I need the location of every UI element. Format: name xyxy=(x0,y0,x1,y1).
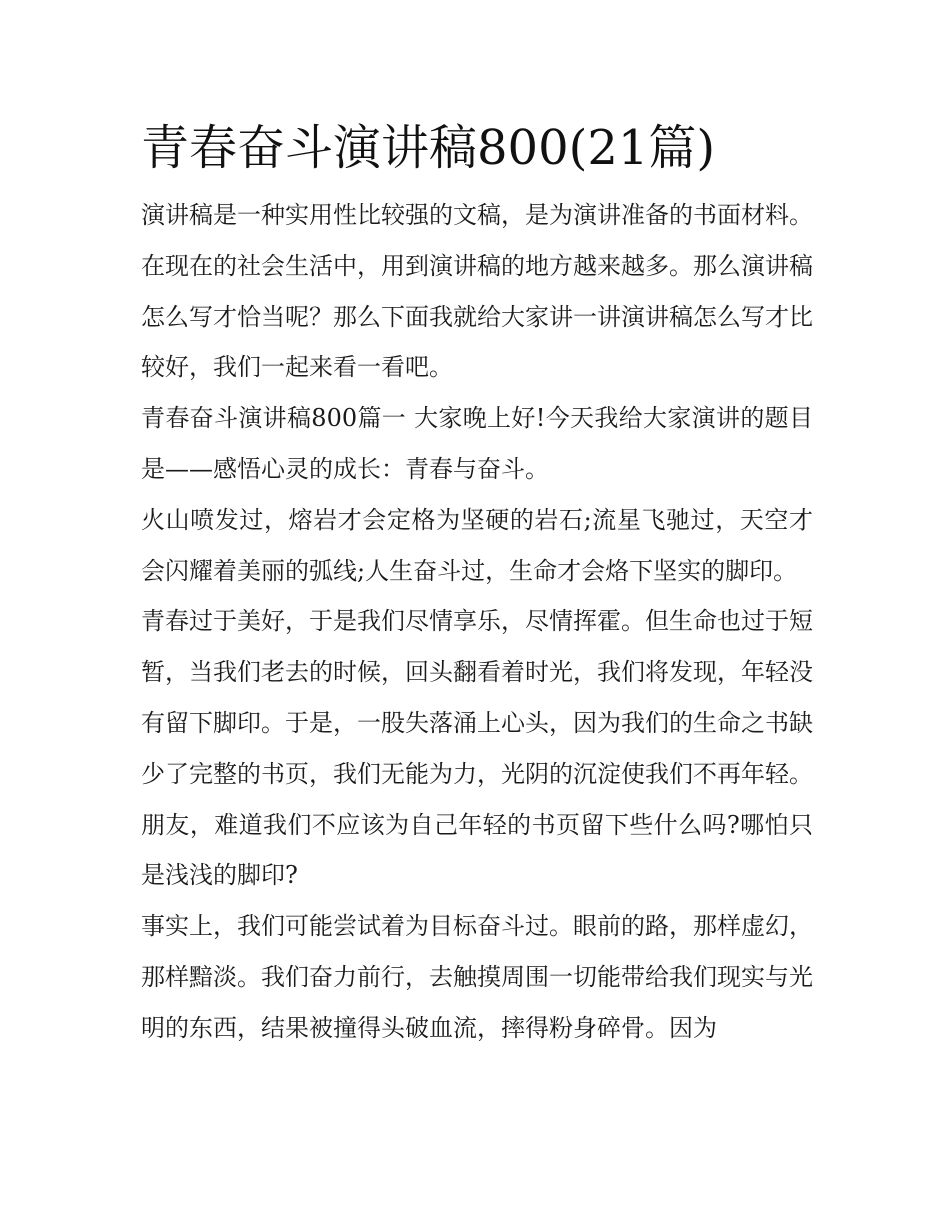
document-title: 青春奋斗演讲稿800(21篇) xyxy=(141,120,716,176)
paragraph-struggle: 事实上，我们可能尝试着为目标奋斗过。眼前的路，那样虚幻，那样黯淡。我们奋力前行，去触摸周围一切能带给我们现实与光明的东西，结果被撞得头破血流，摔得粉身碎骨。因为 xyxy=(141,912,813,1042)
paragraph-volcano: 火山喷发过，熔岩才会定格为坚硬的岩石;流星飞驰过，天空才会闪耀着美丽的弧线;人生奋斗过，生命才会烙下坚实的脚印。 xyxy=(141,505,813,585)
paragraph-intro: 演讲稿是一种实用性比较强的文稿，是为演讲准备的书面材料。在现在的社会生活中，用到演讲稿的地方越来越多。那么演讲稿怎么写才恰当呢？那么下面我就给大家讲一讲演讲稿怎么写才比较好，我们一起来看一看吧。 xyxy=(141,201,813,382)
paragraph-youth: 青春过于美好，于是我们尽情享乐，尽情挥霍。但生命也过于短暂，当我们老去的时候，回头翻看着时光，我们将发现，年轻没有留下脚印。于是，一股失落涌上心头，因为我们的生命之书缺少了完整的书页，我们无能为力，光阴的沉淀使我们不再年轻。朋友，难道我们不应该为自己年轻的书页留下些什么吗?哪怕只是浅浅的脚印? xyxy=(141,607,813,890)
document-body xyxy=(141,116,813,1054)
paragraph-speech-opening: 青春奋斗演讲稿800篇一 大家晚上好!今天我给大家演讲的题目是——感悟心灵的成长：青春与奋斗。 xyxy=(141,404,813,483)
